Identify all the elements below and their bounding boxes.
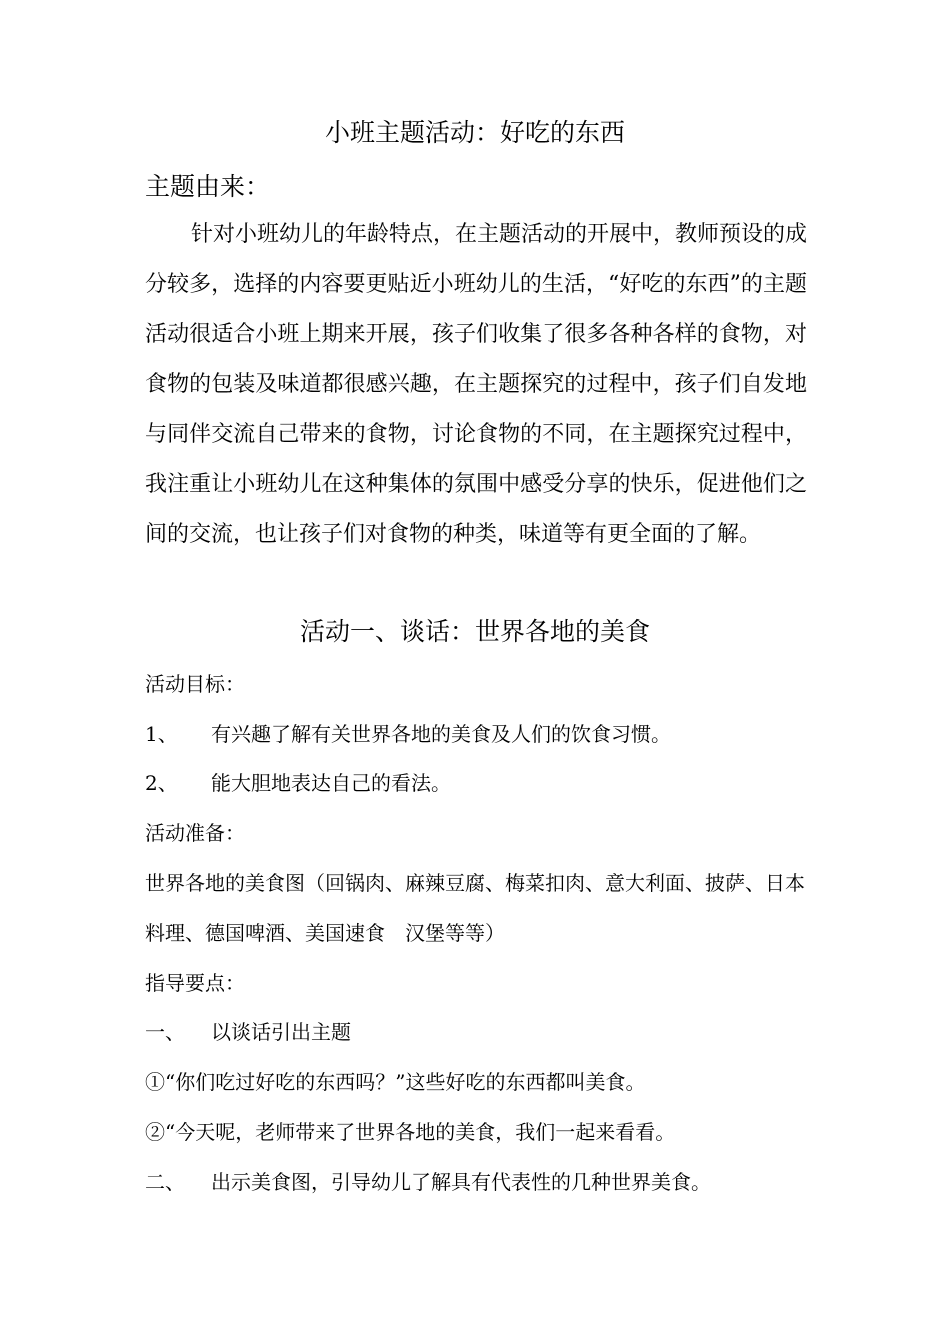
goal-number: 1、 (145, 722, 178, 746)
document-title: 小班主题活动：好吃的东西 (324, 118, 625, 147)
guide-label: 指导要点： (145, 971, 245, 995)
step-text: 出示美食图，引导幼儿了解具有代表性的几种世界美食。 (211, 1170, 711, 1194)
guide-step (145, 1169, 711, 1195)
origin-paragraph: 针对小班幼儿的年龄特点，在主题活动的开展中，教师预设的成分较多，选择的内容要更贴近小班幼儿的生活，“好吃的东西”的主题活动很适合小班上期来开展，孩子们收集了很多各种各样的食物，对食物的包装及味道都很感兴趣，在主题探究的过程中，孩子们自发地与同伴交流自己带来的食物，讨论食物的不同，在主题探究过程中，我注重让小班幼儿在这种集体的氛围中感受分享的快乐，促进他们之间的交流，也让孩子们对食物的种类，味道等有更全面的了解。 (145, 222, 808, 547)
goal-text: 能大胆地表达自己的看法。 (211, 771, 451, 795)
goal-item (145, 721, 671, 747)
goal-text: 有兴趣了解有关世界各地的美食及人们的饮食习惯。 (211, 722, 671, 746)
question-2: ②“今天呢，老师带来了世界各地的美食，我们一起来看看。 (145, 1120, 676, 1144)
step-text: 以谈话引出主题 (211, 1020, 351, 1044)
origin-heading: 主题由来： (145, 172, 271, 201)
goals-label: 活动目标： (145, 672, 245, 696)
step-number: 二、 (145, 1170, 185, 1194)
activity-title: 活动一、谈话：世界各地的美食 (299, 617, 650, 646)
goal-item (145, 770, 451, 796)
step-number: 一、 (145, 1020, 185, 1044)
guide-step (145, 1019, 351, 1045)
prep-label: 活动准备： (145, 821, 245, 845)
question-1: ①“你们吃过好吃的东西吗？”这些好吃的东西都叫美食。 (145, 1070, 646, 1094)
prep-text: 世界各地的美食图（回锅肉、麻辣豆腐、梅菜扣肉、意大利面、披萨、日本料理、德国啤酒、美国速食 汉堡等等） (145, 871, 805, 945)
goal-number: 2、 (145, 771, 178, 795)
